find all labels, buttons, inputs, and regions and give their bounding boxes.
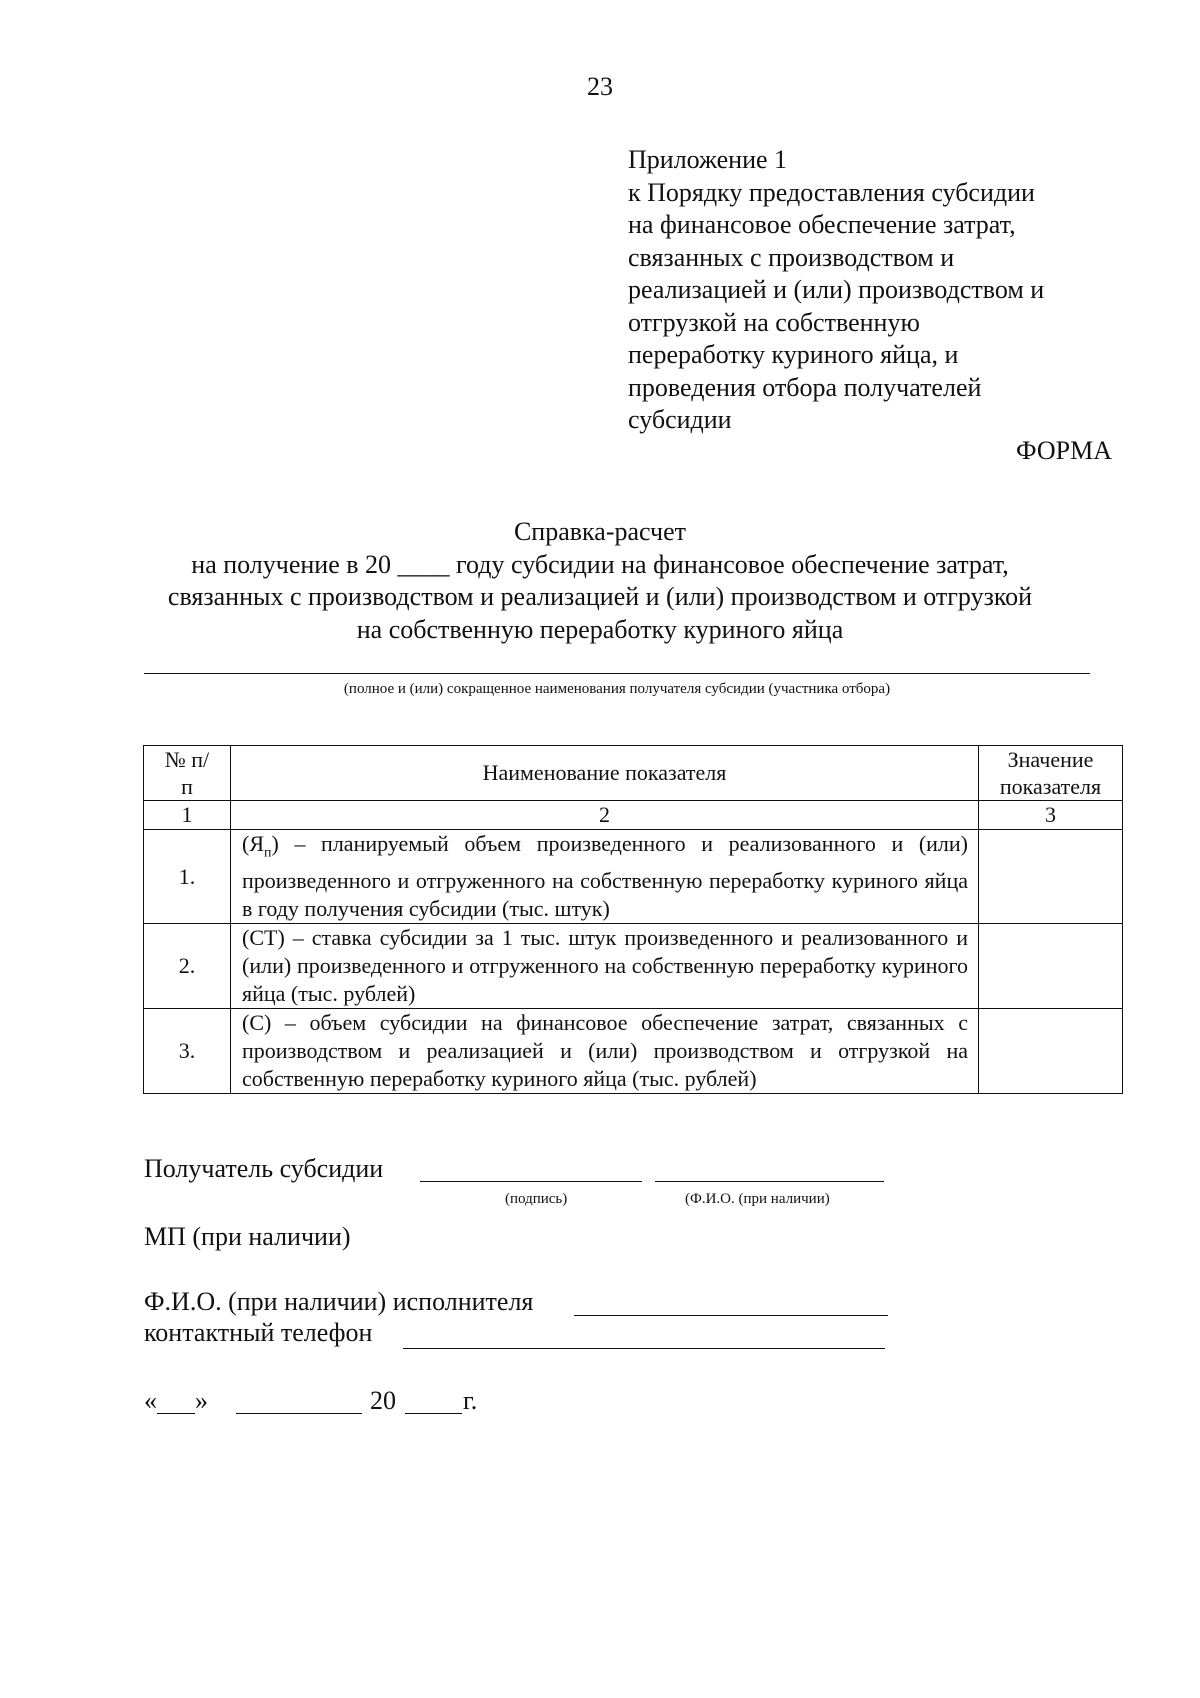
column-number: 3 bbox=[979, 801, 1123, 830]
signature-line[interactable] bbox=[420, 1181, 642, 1182]
column-number: 1 bbox=[144, 801, 231, 830]
date-day-line[interactable] bbox=[157, 1413, 195, 1414]
symbol-subscript: п bbox=[264, 845, 272, 861]
title-heading: Справка-расчет bbox=[513, 517, 687, 546]
appendix-line: Приложение 1 bbox=[628, 145, 788, 174]
appendix-line: проведения отбора получателей bbox=[628, 372, 982, 402]
row-text: ) – планируемый объем произведенного и реализованного и (или) произведенного и отгруженного на собственную переработку куриного яйца в году получения субсидии (тыс. штук) bbox=[242, 831, 968, 922]
name-caption: (Ф.И.О. (при наличии) bbox=[685, 1191, 830, 1207]
date-year-prefix: 20 bbox=[370, 1386, 396, 1415]
date-open-quote: « bbox=[144, 1386, 157, 1415]
table-row bbox=[144, 830, 1123, 924]
row-description: (СТ) – ставка субсидии за 1 тыс. штук произведенного и реализованного и (или) произведенного и отгруженного на собственную переработку куриного яйца (тыс. рублей) bbox=[231, 924, 979, 1009]
table-row bbox=[144, 924, 1123, 1009]
header-value bbox=[979, 746, 1123, 801]
title-line: на получение в 20 ____ году субсидии на финансовое обеспечение затрат, bbox=[191, 549, 1009, 579]
page-number: 23 bbox=[587, 72, 613, 101]
value-cell[interactable] bbox=[979, 830, 1123, 924]
recipient-caption: (полное и (или) сокращенное наименования получателя субсидии (участника отбора) bbox=[343, 681, 891, 697]
document-title bbox=[0, 516, 1200, 646]
table-header-row bbox=[144, 746, 1123, 801]
row-number: 1. bbox=[144, 830, 231, 924]
row-description: $(Я_п)$ – планируемый объем произведенного и реализованного и (или) произведенного и отгруженного на собственную переработку куриного яйца в году получения субсидии (тыс. штук) bbox=[231, 830, 979, 924]
stamp-label: МП (при наличии) bbox=[144, 1222, 351, 1251]
header-name: Наименование показателя bbox=[231, 746, 979, 801]
executor-line[interactable] bbox=[574, 1315, 888, 1316]
row-number: 2. bbox=[144, 924, 231, 1009]
recipient-label: Получатель субсидии bbox=[144, 1154, 384, 1183]
value-cell[interactable] bbox=[979, 1009, 1123, 1094]
header-num-text: № п/п bbox=[164, 747, 210, 799]
appendix-line: к Порядку предоставления субсидии bbox=[628, 177, 1035, 207]
header-value-text: Значение показателя bbox=[999, 747, 1102, 799]
date-month-line[interactable] bbox=[236, 1413, 362, 1414]
appendix-line: субсидии bbox=[628, 405, 732, 434]
symbol: Я bbox=[249, 831, 265, 856]
column-number: 2 bbox=[231, 801, 979, 830]
appendix-line: на финансовое обеспечение затрат, bbox=[628, 210, 1016, 239]
table-row bbox=[144, 1009, 1123, 1094]
appendix-line: связанных с производством и bbox=[628, 242, 955, 272]
title-line: связанных с производством и реализацией и (или) производством и отгрузкой bbox=[167, 582, 1033, 611]
phone-label: контактный телефон bbox=[144, 1318, 373, 1347]
indicators-table bbox=[143, 745, 1123, 1094]
executor-label: Ф.И.О. (при наличии) исполнителя bbox=[144, 1287, 534, 1316]
date-close-quote: » bbox=[195, 1386, 208, 1415]
phone-line[interactable] bbox=[403, 1348, 885, 1349]
value-cell[interactable] bbox=[979, 924, 1123, 1009]
form-label: ФОРМА bbox=[1016, 436, 1112, 465]
appendix-line: отгрузкой на собственную bbox=[628, 307, 920, 337]
appendix-header bbox=[628, 144, 1128, 437]
signature-caption: (подпись) bbox=[505, 1191, 568, 1207]
recipient-name-line[interactable] bbox=[144, 673, 1090, 674]
row-number: 3. bbox=[144, 1009, 231, 1094]
title-line: на собственную переработку куриного яйца bbox=[356, 614, 844, 644]
appendix-line: переработку куриного яйца, и bbox=[628, 340, 959, 369]
appendix-line: реализацией и (или) производством и bbox=[628, 275, 1045, 304]
date-year-line[interactable] bbox=[405, 1413, 462, 1414]
header-num bbox=[144, 746, 231, 801]
row-description: (С) – объем субсидии на финансовое обеспечение затрат, связанных с производством и реализацией и (или) производством и отгрузкой на собственную переработку куриного яйца (тыс. рублей) bbox=[231, 1009, 979, 1094]
column-numbers-row bbox=[144, 801, 1123, 830]
date-year-suffix: г. bbox=[463, 1386, 478, 1415]
name-line[interactable] bbox=[655, 1181, 884, 1182]
